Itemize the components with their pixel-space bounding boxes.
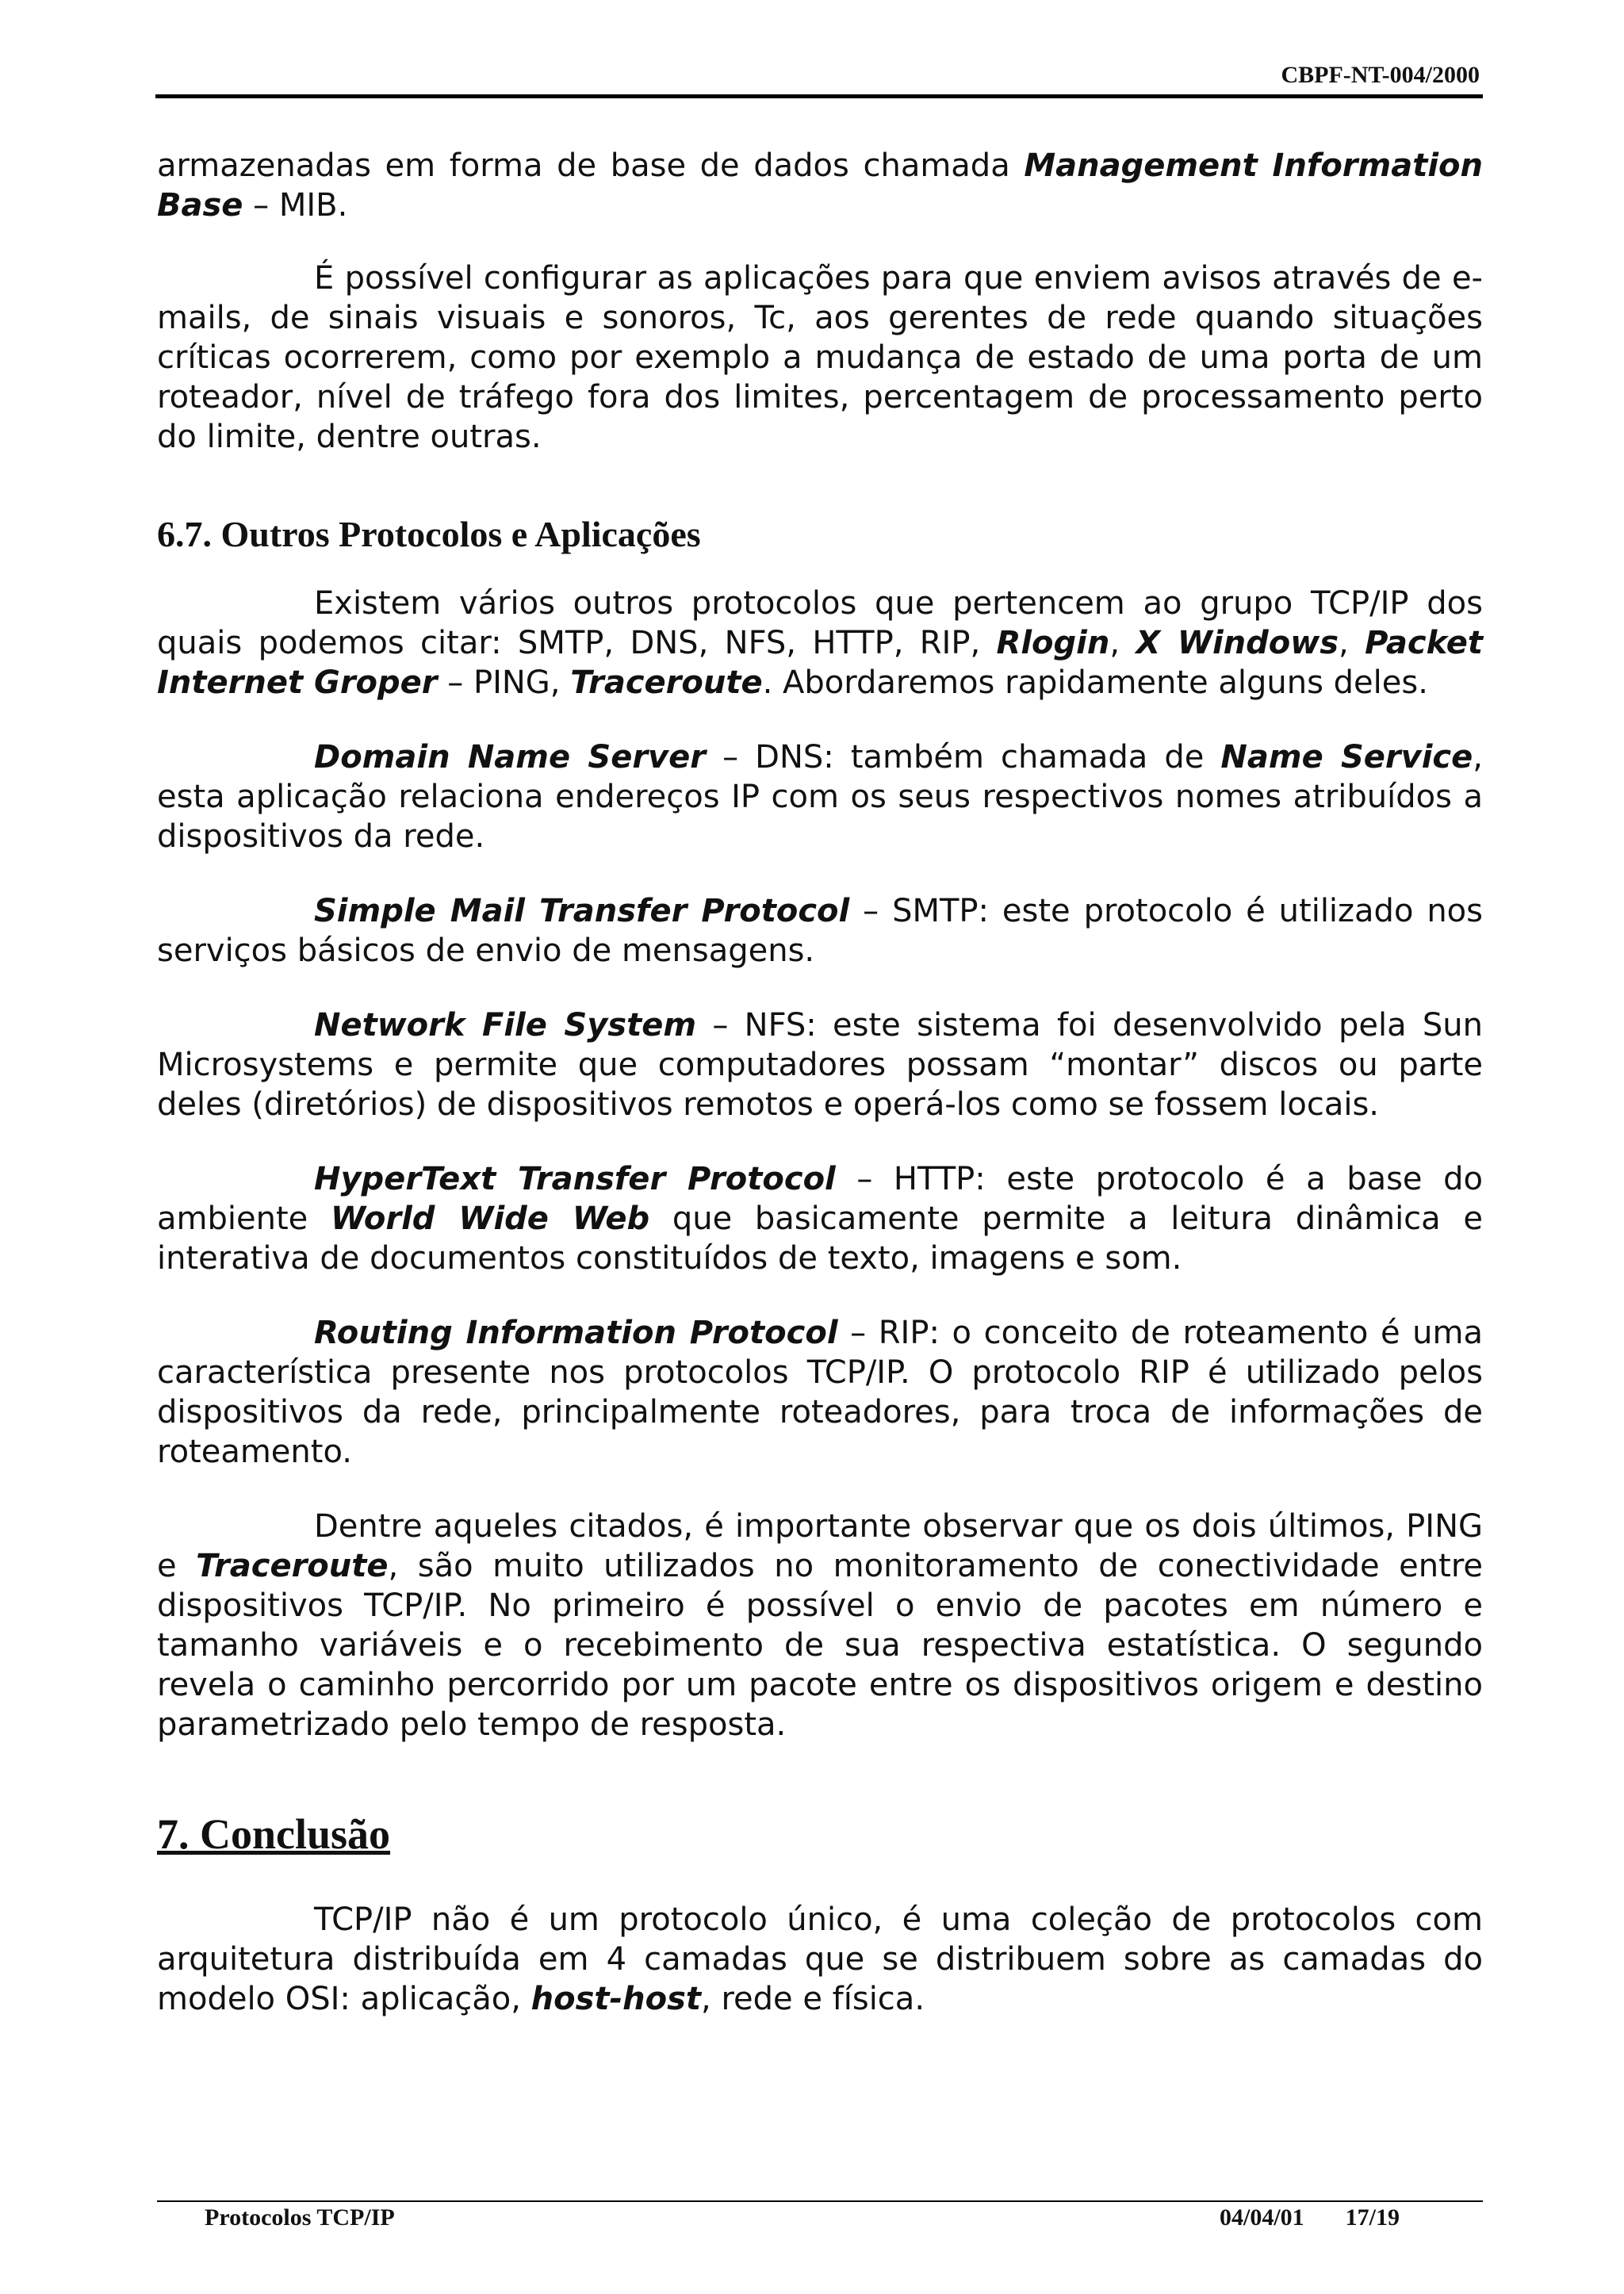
term-x-windows: X Windows — [1136, 625, 1339, 661]
page-content — [157, 146, 1483, 2019]
term-name-service: Name Service — [1220, 739, 1473, 776]
term-traceroute: Traceroute — [570, 664, 763, 701]
footer-page-number: 17/19 — [1345, 2204, 1400, 2231]
paragraph-alerts: É possível configurar as aplicações para que enviem avisos através de e-mails, de sinais visuais e sonoros, Tc, aos gerentes de rede quando situações críticas ocorrerem, como por exemplo a mudança de estado de uma porta de um roteador, nível de tráfego fora dos limites, percentagem de processamento perto do limite, dentre outras. — [157, 260, 1483, 455]
term-host-host: host-host — [530, 1981, 702, 2017]
footer-rule — [157, 2200, 1483, 2202]
term-domain-name-server: Domain Name Server — [314, 739, 706, 776]
footer-meta — [1220, 2204, 1400, 2231]
paragraph-other-protocols: Existem vários outros protocolos que pertencem ao grupo TCP/IP dos quais podemos citar: SMTP, DNS, NFS, HTTP, RIP, Rlogin, X Windows, Packet Internet Groper – PING, Traceroute. Abordaremos rapidamente alguns deles. — [157, 585, 1483, 701]
term-mib: Management Information Base — [157, 147, 1483, 224]
header-rule — [155, 94, 1483, 98]
term-world-wide-web: World Wide Web — [330, 1201, 650, 1237]
paragraph-nfs: Network File System – NFS: este sistema foi desenvolvido pela Sun Microsystems e permite que computadores possam “montar” discos ou parte deles (diretórios) de dispositivos remotos e operá-los como se fossem locais. — [157, 1007, 1483, 1123]
paragraph-conclusion: TCP/IP não é um protocolo único, é uma coleção de protocolos com arquitetura distribuída em 4 camadas que se distribuem sobre as camadas do modelo OSI: aplicação, host-host, rede e física. — [157, 1901, 1483, 2017]
footer-title: Protocolos TCP/IP — [205, 2204, 395, 2231]
footer-date: 04/04/01 — [1220, 2204, 1304, 2231]
term-http: HyperText Transfer Protocol — [314, 1161, 836, 1197]
term-rlogin: Rlogin — [996, 625, 1110, 661]
paragraph-http: HyperText Transfer Protocol – HTTP: este protocolo é a base do ambiente World Wide Web que basicamente permite a leitura dinâmica e interativa de documentos constituídos de texto, imagens e som. — [157, 1161, 1483, 1277]
paragraph-rip: Routing Information Protocol – RIP: o conceito de roteamento é uma característica presente nos protocolos TCP/IP. O protocolo RIP é utilizado pelos dispositivos da rede, principalmente roteadores, para troca de informações de roteamento. — [157, 1315, 1483, 1470]
term-packet-internet-groper: Packet Internet Groper — [157, 625, 1483, 701]
section-heading-7: 7. Conclusão — [157, 1810, 391, 1858]
term-nfs: Network File System — [314, 1007, 697, 1044]
term-traceroute-2: Traceroute — [196, 1548, 389, 1584]
header-document-id: CBPF-NT-004/2000 — [1281, 62, 1480, 88]
section-heading-6-7: 6.7. Outros Protocolos e Aplicações — [157, 514, 701, 554]
paragraph-dns: Domain Name Server – DNS: também chamada de Name Service, esta aplicação relaciona endereços IP com os seus respectivos nomes atribuídos a dispositivos da rede. — [157, 739, 1483, 855]
paragraph-mib: armazenadas em forma de base de dados chamada Management Information Base – MIB. — [157, 147, 1483, 224]
term-smtp: Simple Mail Transfer Protocol — [314, 893, 850, 929]
paragraph-ping-traceroute: Dentre aqueles citados, é importante observar que os dois últimos, PING e Traceroute, são muito utilizados no monitoramento de conectividade entre dispositivos TCP/IP. No primeiro é possível o envio de pacotes em número e tamanho variáveis e o recebimento de sua respectiva estatística. O segundo revela o caminho percorrido por um pacote entre os dispositivos origem e destino parametrizado pelo tempo de resposta. — [157, 1508, 1483, 1743]
term-rip: Routing Information Protocol — [314, 1315, 838, 1351]
paragraph-smtp: Simple Mail Transfer Protocol – SMTP: este protocolo é utilizado nos serviços básicos de envio de mensagens. — [157, 893, 1483, 969]
